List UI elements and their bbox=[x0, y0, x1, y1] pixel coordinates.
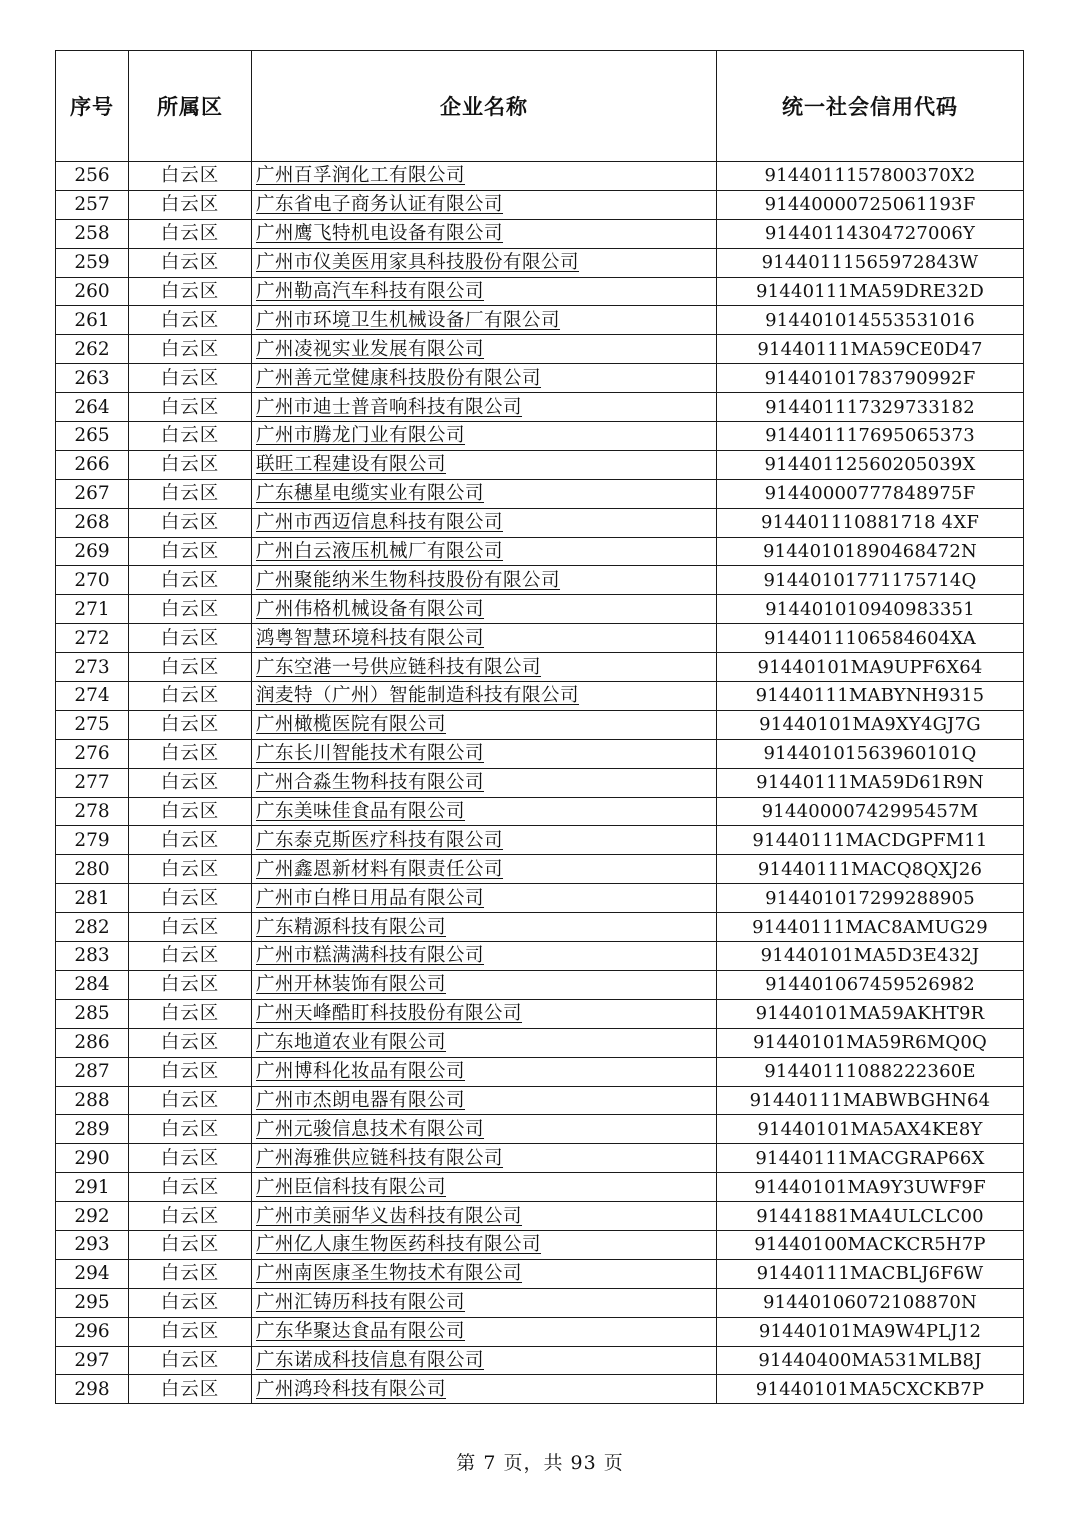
table-row bbox=[56, 1057, 1024, 1086]
table-row bbox=[56, 422, 1024, 451]
row-district: 白云区 bbox=[129, 277, 252, 306]
row-serial-number: 265 bbox=[56, 422, 129, 451]
row-serial-number: 296 bbox=[56, 1317, 129, 1346]
header-company-name: 企业名称 bbox=[252, 51, 717, 162]
row-credit-code: 91440114304727006Y bbox=[717, 219, 1024, 248]
row-serial-number: 286 bbox=[56, 1028, 129, 1057]
row-serial-number: 272 bbox=[56, 624, 129, 653]
table-row bbox=[56, 277, 1024, 306]
row-serial-number: 284 bbox=[56, 970, 129, 999]
row-serial-number: 298 bbox=[56, 1375, 129, 1404]
row-district: 白云区 bbox=[129, 1057, 252, 1086]
row-company-name: 广州博科化妆品有限公司 bbox=[252, 1057, 717, 1086]
row-company-name: 广州市白桦日用品有限公司 bbox=[252, 884, 717, 913]
row-district: 白云区 bbox=[129, 826, 252, 855]
row-serial-number: 291 bbox=[56, 1173, 129, 1202]
row-credit-code: 91440101MA5AX4KE8Y bbox=[717, 1115, 1024, 1144]
row-serial-number: 277 bbox=[56, 768, 129, 797]
table-row bbox=[56, 595, 1024, 624]
row-district: 白云区 bbox=[129, 653, 252, 682]
table-row bbox=[56, 1317, 1024, 1346]
table-row bbox=[56, 335, 1024, 364]
row-credit-code: 9144011157800370X2 bbox=[717, 162, 1024, 191]
row-district: 白云区 bbox=[129, 306, 252, 335]
enterprise-table bbox=[55, 50, 1024, 1404]
row-serial-number: 274 bbox=[56, 682, 129, 711]
row-district: 白云区 bbox=[129, 942, 252, 971]
row-credit-code: 91440101MA9W4PLJ12 bbox=[717, 1317, 1024, 1346]
header-district: 所属区 bbox=[129, 51, 252, 162]
table-row bbox=[56, 508, 1024, 537]
row-district: 白云区 bbox=[129, 508, 252, 537]
row-credit-code: 914401117329733182 bbox=[717, 393, 1024, 422]
table-row bbox=[56, 1346, 1024, 1375]
row-district: 白云区 bbox=[129, 710, 252, 739]
row-serial-number: 283 bbox=[56, 942, 129, 971]
row-serial-number: 285 bbox=[56, 999, 129, 1028]
row-serial-number: 293 bbox=[56, 1230, 129, 1259]
row-district: 白云区 bbox=[129, 1202, 252, 1231]
row-credit-code: 91440101783790992F bbox=[717, 364, 1024, 393]
row-district: 白云区 bbox=[129, 335, 252, 364]
table-row bbox=[56, 190, 1024, 219]
row-company-name: 广州元骏信息技术有限公司 bbox=[252, 1115, 717, 1144]
row-serial-number: 279 bbox=[56, 826, 129, 855]
row-company-name: 广州橄榄医院有限公司 bbox=[252, 710, 717, 739]
row-credit-code: 91440112560205039X bbox=[717, 450, 1024, 479]
row-credit-code: 91440101563960101Q bbox=[717, 739, 1024, 768]
row-company-name: 广州白云液压机械厂有限公司 bbox=[252, 537, 717, 566]
row-serial-number: 256 bbox=[56, 162, 129, 191]
row-serial-number: 268 bbox=[56, 508, 129, 537]
row-serial-number: 267 bbox=[56, 479, 129, 508]
row-company-name: 广州市仪美医用家具科技股份有限公司 bbox=[252, 248, 717, 277]
row-serial-number: 290 bbox=[56, 1144, 129, 1173]
row-credit-code: 914401110881718 4XF bbox=[717, 508, 1024, 537]
row-credit-code: 91441881MA4ULCLC00 bbox=[717, 1202, 1024, 1231]
table-row bbox=[56, 162, 1024, 191]
row-serial-number: 270 bbox=[56, 566, 129, 595]
table-row bbox=[56, 1028, 1024, 1057]
row-company-name: 广州汇铸历科技有限公司 bbox=[252, 1288, 717, 1317]
table-row bbox=[56, 797, 1024, 826]
row-district: 白云区 bbox=[129, 797, 252, 826]
row-credit-code: 91440101MA59R6MQ0Q bbox=[717, 1028, 1024, 1057]
row-credit-code: 91440101MA9XY4GJ7G bbox=[717, 710, 1024, 739]
row-company-name: 广州市腾龙门业有限公司 bbox=[252, 422, 717, 451]
row-credit-code: 914401117695065373 bbox=[717, 422, 1024, 451]
row-serial-number: 266 bbox=[56, 450, 129, 479]
row-credit-code: 91440111MACQ8QXJ26 bbox=[717, 855, 1024, 884]
table-row bbox=[56, 942, 1024, 971]
row-company-name: 广东地道农业有限公司 bbox=[252, 1028, 717, 1057]
table-row bbox=[56, 710, 1024, 739]
row-company-name: 广东省电子商务认证有限公司 bbox=[252, 190, 717, 219]
row-district: 白云区 bbox=[129, 479, 252, 508]
row-credit-code: 91440101MA9Y3UWF9F bbox=[717, 1173, 1024, 1202]
row-credit-code: 91440400MA531MLB8J bbox=[717, 1346, 1024, 1375]
row-district: 白云区 bbox=[129, 1259, 252, 1288]
row-company-name: 广州鹰飞特机电设备有限公司 bbox=[252, 219, 717, 248]
row-company-name: 广东空港一号供应链科技有限公司 bbox=[252, 653, 717, 682]
table-row bbox=[56, 768, 1024, 797]
table-row bbox=[56, 970, 1024, 999]
row-district: 白云区 bbox=[129, 595, 252, 624]
table-row bbox=[56, 537, 1024, 566]
row-district: 白云区 bbox=[129, 393, 252, 422]
row-company-name: 润麦特（广州）智能制造科技有限公司 bbox=[252, 682, 717, 711]
row-serial-number: 289 bbox=[56, 1115, 129, 1144]
row-company-name: 广州市美丽华义齿科技有限公司 bbox=[252, 1202, 717, 1231]
table-row bbox=[56, 682, 1024, 711]
row-serial-number: 287 bbox=[56, 1057, 129, 1086]
row-serial-number: 276 bbox=[56, 739, 129, 768]
row-district: 白云区 bbox=[129, 1144, 252, 1173]
table-row bbox=[56, 248, 1024, 277]
row-credit-code: 91440101MA5CXCKB7P bbox=[717, 1375, 1024, 1404]
row-credit-code: 91440100MACKCR5H7P bbox=[717, 1230, 1024, 1259]
row-district: 白云区 bbox=[129, 970, 252, 999]
row-company-name: 广东华聚达食品有限公司 bbox=[252, 1317, 717, 1346]
table-row bbox=[56, 826, 1024, 855]
row-district: 白云区 bbox=[129, 248, 252, 277]
header-serial-number: 序号 bbox=[56, 51, 129, 162]
row-company-name: 广州市环境卫生机械设备厂有限公司 bbox=[252, 306, 717, 335]
row-credit-code: 91440000725061193F bbox=[717, 190, 1024, 219]
row-district: 白云区 bbox=[129, 682, 252, 711]
row-credit-code: 91440111565972843W bbox=[717, 248, 1024, 277]
row-company-name: 广州善元堂健康科技股份有限公司 bbox=[252, 364, 717, 393]
table-row bbox=[56, 855, 1024, 884]
row-district: 白云区 bbox=[129, 450, 252, 479]
table-row bbox=[56, 364, 1024, 393]
row-credit-code: 914401010940983351 bbox=[717, 595, 1024, 624]
row-district: 白云区 bbox=[129, 1028, 252, 1057]
row-district: 白云区 bbox=[129, 739, 252, 768]
table-row bbox=[56, 1086, 1024, 1115]
row-district: 白云区 bbox=[129, 855, 252, 884]
row-company-name: 广州天峰酷盯科技股份有限公司 bbox=[252, 999, 717, 1028]
enterprise-list-sheet bbox=[55, 50, 1023, 1404]
row-credit-code: 91440111MACBLJ6F6W bbox=[717, 1259, 1024, 1288]
row-district: 白云区 bbox=[129, 768, 252, 797]
table-row bbox=[56, 393, 1024, 422]
row-district: 白云区 bbox=[129, 1230, 252, 1259]
row-company-name: 广州亿人康生物医药科技有限公司 bbox=[252, 1230, 717, 1259]
row-company-name: 广州市西迈信息科技有限公司 bbox=[252, 508, 717, 537]
row-serial-number: 262 bbox=[56, 335, 129, 364]
row-serial-number: 280 bbox=[56, 855, 129, 884]
row-credit-code: 91440111MA59D61R9N bbox=[717, 768, 1024, 797]
row-serial-number: 264 bbox=[56, 393, 129, 422]
row-district: 白云区 bbox=[129, 162, 252, 191]
row-credit-code: 91440101771175714Q bbox=[717, 566, 1024, 595]
row-serial-number: 275 bbox=[56, 710, 129, 739]
row-district: 白云区 bbox=[129, 913, 252, 942]
table-row bbox=[56, 1173, 1024, 1202]
table-row bbox=[56, 1375, 1024, 1404]
row-serial-number: 269 bbox=[56, 537, 129, 566]
table-body bbox=[56, 162, 1024, 1404]
row-district: 白云区 bbox=[129, 364, 252, 393]
row-company-name: 广州合淼生物科技有限公司 bbox=[252, 768, 717, 797]
row-serial-number: 282 bbox=[56, 913, 129, 942]
header-credit-code: 统一社会信用代码 bbox=[717, 51, 1024, 162]
row-credit-code: 91440111MABWBGHN64 bbox=[717, 1086, 1024, 1115]
row-serial-number: 297 bbox=[56, 1346, 129, 1375]
row-credit-code: 91440000742995457M bbox=[717, 797, 1024, 826]
row-credit-code: 9144011106584604XA bbox=[717, 624, 1024, 653]
row-company-name: 广州海雅供应链科技有限公司 bbox=[252, 1144, 717, 1173]
table-row bbox=[56, 1288, 1024, 1317]
row-serial-number: 260 bbox=[56, 277, 129, 306]
row-company-name: 广州伟格机械设备有限公司 bbox=[252, 595, 717, 624]
row-district: 白云区 bbox=[129, 1115, 252, 1144]
table-row bbox=[56, 1259, 1024, 1288]
table-row bbox=[56, 306, 1024, 335]
page-number-footer: 第 7 页，共 93 页 bbox=[456, 1452, 624, 1474]
row-company-name: 广东穗星电缆实业有限公司 bbox=[252, 479, 717, 508]
row-credit-code: 914401067459526982 bbox=[717, 970, 1024, 999]
row-company-name: 联旺工程建设有限公司 bbox=[252, 450, 717, 479]
row-district: 白云区 bbox=[129, 422, 252, 451]
row-credit-code: 91440101MA5D3E432J bbox=[717, 942, 1024, 971]
row-company-name: 广州市迪士普音响科技有限公司 bbox=[252, 393, 717, 422]
row-company-name: 广东泰克斯医疗科技有限公司 bbox=[252, 826, 717, 855]
table-header-row bbox=[56, 51, 1024, 162]
row-serial-number: 288 bbox=[56, 1086, 129, 1115]
row-credit-code: 914401017299288905 bbox=[717, 884, 1024, 913]
row-company-name: 广东精源科技有限公司 bbox=[252, 913, 717, 942]
row-serial-number: 292 bbox=[56, 1202, 129, 1231]
row-serial-number: 259 bbox=[56, 248, 129, 277]
row-district: 白云区 bbox=[129, 884, 252, 913]
row-credit-code: 91440106072108870N bbox=[717, 1288, 1024, 1317]
row-serial-number: 271 bbox=[56, 595, 129, 624]
row-district: 白云区 bbox=[129, 537, 252, 566]
row-credit-code: 91440111088222360E bbox=[717, 1057, 1024, 1086]
row-district: 白云区 bbox=[129, 1288, 252, 1317]
row-credit-code: 91440111MABYNH9315 bbox=[717, 682, 1024, 711]
row-serial-number: 263 bbox=[56, 364, 129, 393]
row-district: 白云区 bbox=[129, 1317, 252, 1346]
row-credit-code: 914401014553531016 bbox=[717, 306, 1024, 335]
row-serial-number: 278 bbox=[56, 797, 129, 826]
table-row bbox=[56, 1230, 1024, 1259]
table-row bbox=[56, 739, 1024, 768]
table-row bbox=[56, 1115, 1024, 1144]
row-credit-code: 91440101MA59AKHT9R bbox=[717, 999, 1024, 1028]
table-row bbox=[56, 999, 1024, 1028]
row-company-name: 广州聚能纳米生物科技股份有限公司 bbox=[252, 566, 717, 595]
table-row bbox=[56, 913, 1024, 942]
row-company-name: 广东美味佳食品有限公司 bbox=[252, 797, 717, 826]
row-serial-number: 281 bbox=[56, 884, 129, 913]
row-serial-number: 273 bbox=[56, 653, 129, 682]
row-district: 白云区 bbox=[129, 999, 252, 1028]
row-credit-code: 91440101MA9UPF6X64 bbox=[717, 653, 1024, 682]
row-credit-code: 91440000777848975F bbox=[717, 479, 1024, 508]
row-company-name: 广州臣信科技有限公司 bbox=[252, 1173, 717, 1202]
row-credit-code: 91440111MA59DRE32D bbox=[717, 277, 1024, 306]
row-credit-code: 91440111MA59CE0D47 bbox=[717, 335, 1024, 364]
row-district: 白云区 bbox=[129, 1086, 252, 1115]
row-company-name: 广州勒高汽车科技有限公司 bbox=[252, 277, 717, 306]
row-credit-code: 91440111MACGRAP66X bbox=[717, 1144, 1024, 1173]
row-serial-number: 261 bbox=[56, 306, 129, 335]
row-company-name: 鸿粤智慧环境科技有限公司 bbox=[252, 624, 717, 653]
row-company-name: 广东长川智能技术有限公司 bbox=[252, 739, 717, 768]
row-credit-code: 91440111MACDGPFM11 bbox=[717, 826, 1024, 855]
row-district: 白云区 bbox=[129, 1173, 252, 1202]
row-company-name: 广州鑫恩新材料有限责任公司 bbox=[252, 855, 717, 884]
row-company-name: 广州鸿玲科技有限公司 bbox=[252, 1375, 717, 1404]
table-row bbox=[56, 1144, 1024, 1173]
row-credit-code: 91440111MAC8AMUG29 bbox=[717, 913, 1024, 942]
row-company-name: 广州市糕满满科技有限公司 bbox=[252, 942, 717, 971]
table-row bbox=[56, 479, 1024, 508]
row-district: 白云区 bbox=[129, 190, 252, 219]
row-district: 白云区 bbox=[129, 1346, 252, 1375]
row-credit-code: 91440101890468472N bbox=[717, 537, 1024, 566]
row-district: 白云区 bbox=[129, 624, 252, 653]
row-serial-number: 257 bbox=[56, 190, 129, 219]
row-company-name: 广东诺成科技信息有限公司 bbox=[252, 1346, 717, 1375]
row-serial-number: 294 bbox=[56, 1259, 129, 1288]
table-row bbox=[56, 566, 1024, 595]
row-district: 白云区 bbox=[129, 1375, 252, 1404]
row-district: 白云区 bbox=[129, 566, 252, 595]
row-serial-number: 258 bbox=[56, 219, 129, 248]
row-company-name: 广州百孚润化工有限公司 bbox=[252, 162, 717, 191]
table-row bbox=[56, 884, 1024, 913]
table-row bbox=[56, 450, 1024, 479]
table-row bbox=[56, 624, 1024, 653]
table-row bbox=[56, 1202, 1024, 1231]
row-district: 白云区 bbox=[129, 219, 252, 248]
row-company-name: 广州凌视实业发展有限公司 bbox=[252, 335, 717, 364]
table-row bbox=[56, 653, 1024, 682]
row-company-name: 广州南医康圣生物技术有限公司 bbox=[252, 1259, 717, 1288]
row-company-name: 广州开林装饰有限公司 bbox=[252, 970, 717, 999]
table-row bbox=[56, 219, 1024, 248]
row-company-name: 广州市杰朗电器有限公司 bbox=[252, 1086, 717, 1115]
row-serial-number: 295 bbox=[56, 1288, 129, 1317]
